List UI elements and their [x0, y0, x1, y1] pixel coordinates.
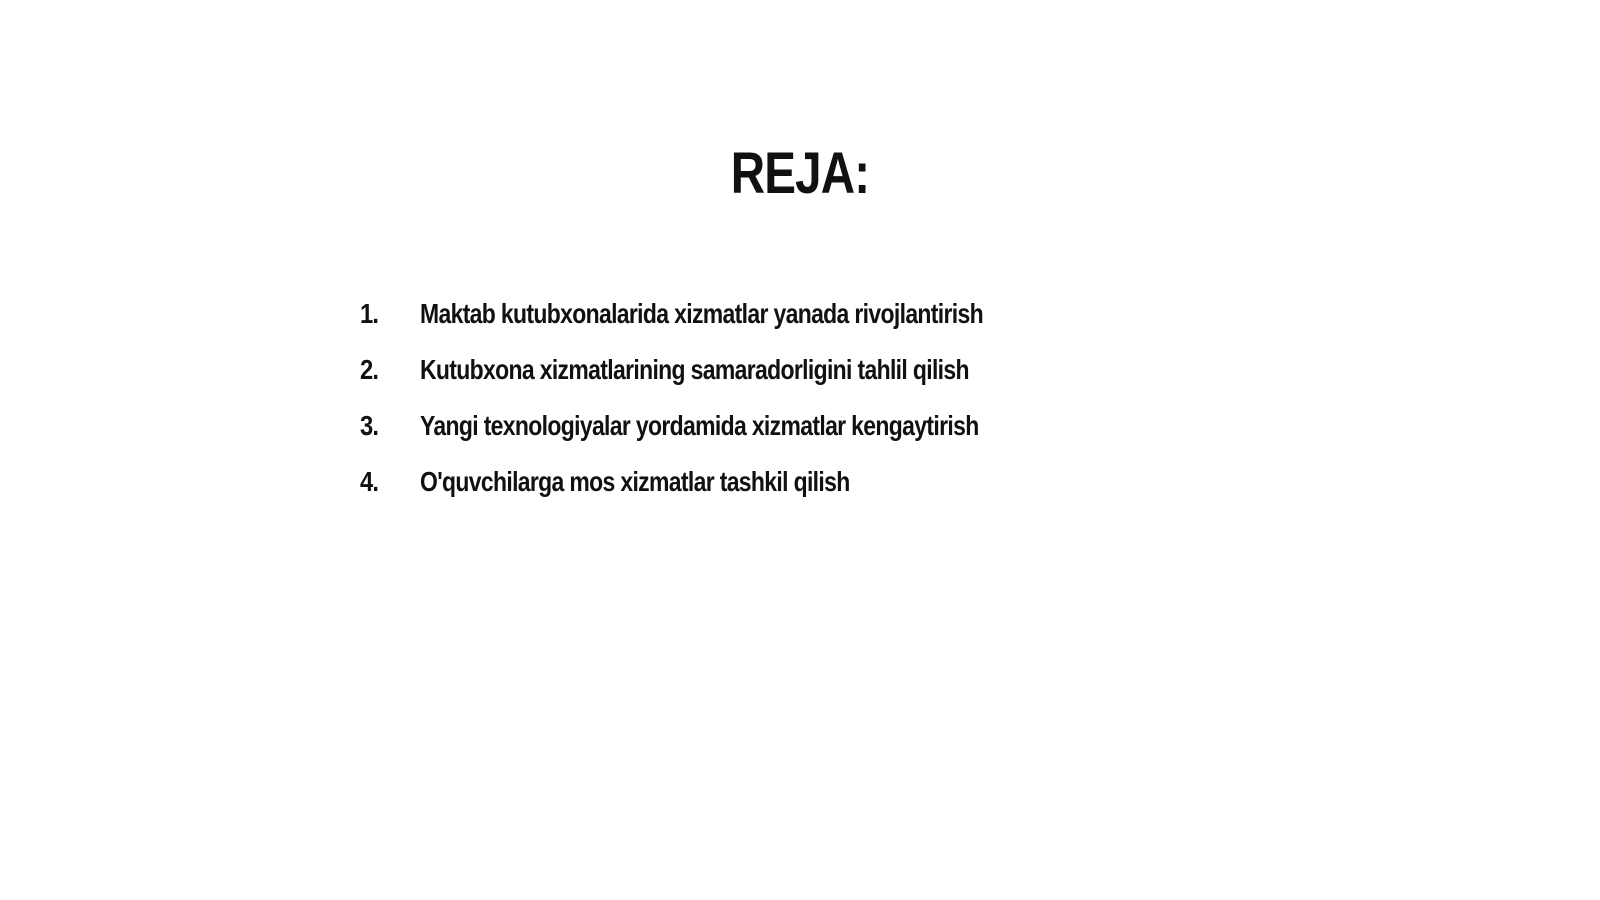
plan-item-text: Kutubxona xizmatlarining samaradorligini tahlil qilish — [420, 354, 969, 385]
plan-item-number: 3. — [360, 410, 379, 441]
plan-item-text: O'quvchilarga mos xizmatlar tashkil qilish — [420, 466, 850, 497]
plan-list — [360, 286, 1107, 510]
plan-item-1 — [360, 286, 1107, 342]
plan-item-3 — [360, 398, 1107, 454]
plan-item-2 — [360, 342, 1107, 398]
slide-title: REJA: — [730, 140, 870, 206]
plan-item-number: 1. — [360, 298, 379, 329]
plan-item-number: 2. — [360, 354, 379, 385]
plan-item-text: Yangi texnologiyalar yordamida xizmatlar kengaytirish — [420, 410, 979, 441]
plan-item-4 — [360, 454, 1107, 510]
plan-item-text: Maktab kutubxonalarida xizmatlar yanada rivojlantirish — [420, 298, 983, 329]
plan-item-number: 4. — [360, 466, 379, 497]
